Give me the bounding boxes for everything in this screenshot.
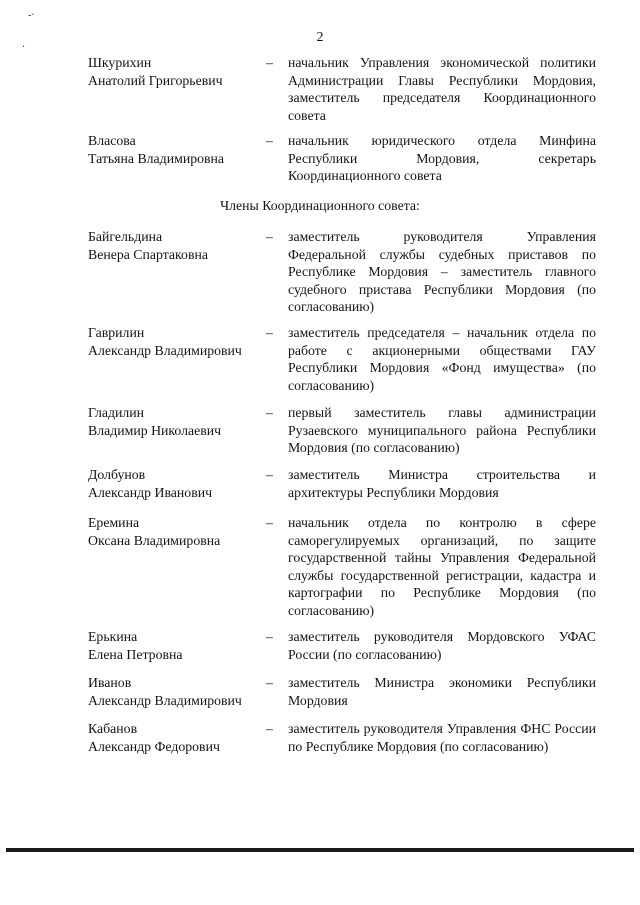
member-role: заместитель руководителя Мордовского УФАС России (по согласованию)	[288, 629, 596, 662]
member-role: заместитель руководителя Управления Федеральной службы судебных приставов по Республике Мордовия – заместитель главного судебного пристава Республики Мордовия (по согласованию)	[288, 229, 596, 314]
dash: –	[266, 721, 273, 736]
member-name: Байгельдина Венера Спартаковна	[88, 229, 208, 262]
member-role: заместитель председателя – начальник отдела по работе с акционерными обществами ГАУ Республики Мордовия «Фонд имущества» (по согласованию)	[288, 325, 596, 393]
dash: –	[266, 405, 273, 420]
member-name: Ерькина Елена Петровна	[88, 629, 183, 662]
dash: –	[266, 325, 273, 340]
member-name: Гладилин Владимир Николаевич	[88, 405, 222, 438]
member-name: Долбунов Александр Иванович	[88, 467, 213, 500]
dash: –	[266, 467, 273, 482]
member-name: Иванов Александр Владимирович	[88, 675, 242, 708]
scan-mark: ‧	[22, 42, 26, 53]
member-role: первый заместитель главы администрации Рузаевского муниципального района Республики Мордовия (по согласованию)	[288, 405, 596, 455]
dash: –	[266, 629, 273, 644]
member-role: начальник юридического отдела Минфина Республики Мордовия, секретарь Координационного совета	[288, 133, 596, 183]
bottom-rule	[6, 848, 634, 852]
dash: –	[266, 675, 273, 690]
dash: –	[266, 55, 273, 70]
dash: –	[266, 133, 273, 148]
member-name: Власова Татьяна Владимировна	[88, 133, 225, 166]
dash: –	[266, 229, 273, 244]
member-name: Еремина Оксана Владимировна	[88, 515, 221, 548]
member-role: начальник отдела по контролю в сфере саморегулируемых организаций, по защите государственной тайны Управления Федеральной службы государственной регистрации, кадастра и картографии по Республике Мордовия (по согласованию)	[288, 515, 596, 618]
member-name: Гаврилин Александр Владимирович	[88, 325, 242, 358]
member-name: Шкурихин Анатолий Григорьевич	[88, 55, 223, 88]
page-number: 2	[316, 30, 324, 45]
member-name: Кабанов Александр Федорович	[88, 721, 220, 754]
member-role: начальник Управления экономической политики Администрации Главы Республики Мордовия, заместитель председателя Координационного совета	[288, 55, 596, 123]
dash: –	[266, 515, 273, 530]
member-role: заместитель Министра строительства и архитектуры Республики Мордовия	[288, 467, 596, 500]
section-heading: Члены Координационного совета:	[220, 198, 420, 213]
member-role: заместитель руководителя Управления ФНС России по Республике Мордовия (по согласованию)	[288, 721, 596, 754]
scan-mark: -‧	[28, 10, 35, 21]
member-role: заместитель Министра экономики Республики Мордовия	[288, 675, 596, 708]
